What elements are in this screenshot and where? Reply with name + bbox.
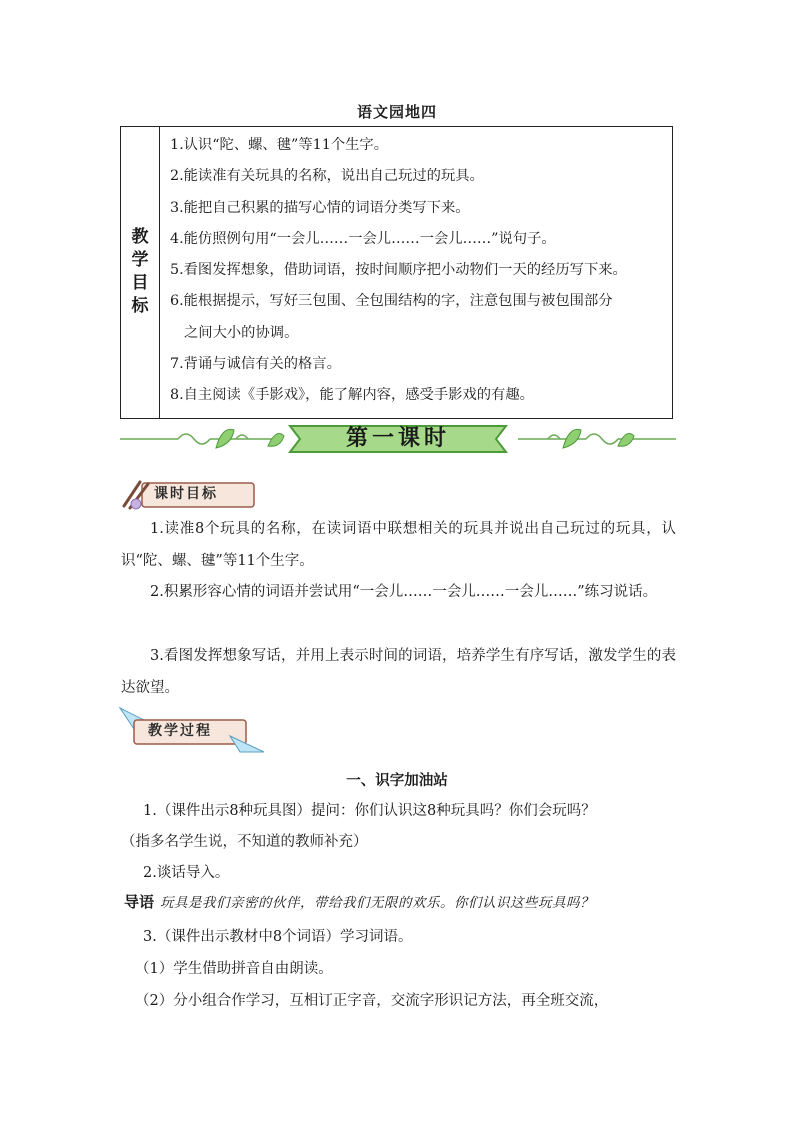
goal-item: 4.能仿照例句用“一会儿……一会儿……一会儿……”说句子。 xyxy=(170,230,556,247)
goal-item: 3.能把自己积累的描写心情的词语分类写下来。 xyxy=(170,199,470,216)
goal-item: 2.能读准有关玩具的名称，说出自己玩过的玩具。 xyxy=(170,168,484,185)
goal-list xyxy=(160,127,672,418)
objective-paragraph: 3.看图发挥想象写话，并用上表示时间的词语，培养学生有序写话，激发学生的表达欲望。 xyxy=(121,648,676,696)
process-line: （1）学生借助拼音自由朗读。 xyxy=(135,961,333,977)
process-line: （2）分小组合作学习，互相订正字音，交流字形识记方法，再全班交流， xyxy=(135,993,609,1009)
section-heading: 一、识字加油站 xyxy=(346,772,448,789)
objective-paragraph: 1.读准8个玩具的名称，在读词语中联想相关的玩具并说出自己玩过的玩具，认识“陀、螺、毽”等11个生字。 xyxy=(121,521,676,569)
goal-item: 8.自主阅读《手影戏》，能了解内容，感受手影戏的有趣。 xyxy=(170,387,534,404)
side-label-char: 标 xyxy=(131,296,149,317)
side-label-char: 学 xyxy=(131,250,149,271)
side-label-char: 教 xyxy=(131,227,149,248)
teaching-goals-table xyxy=(120,126,673,419)
lesson-divider xyxy=(118,420,678,458)
goal-item: 7.背诵与诚信有关的格言。 xyxy=(170,356,341,373)
process-line: 3.（课件出示教材中8个词语）学习词语。 xyxy=(143,929,413,945)
lesson-banner: 第一课时 xyxy=(345,426,450,451)
intro-note xyxy=(124,891,594,912)
objectives-tag xyxy=(118,478,258,508)
intro-label: 导语 xyxy=(124,893,155,911)
objective-paragraph: 2.积累形容心情的词语并尝试用“一会儿……一会儿……一会儿……”练习说话。 xyxy=(150,584,658,600)
intro-text: 玩具是我们亲密的伙伴，带给我们无限的欢乐。你们认识这些玩具吗？ xyxy=(160,895,595,911)
page-title: 语文园地四 xyxy=(356,103,437,121)
process-line: 2.谈话导入。 xyxy=(143,865,230,881)
process-line: 1.（课件出示8种玩具图）提问：你们认识这8种玩具吗？你们会玩吗？ xyxy=(143,803,596,819)
side-label-char: 目 xyxy=(131,273,149,294)
goal-item: 1.认识“陀、螺、毽”等11个生字。 xyxy=(170,137,389,153)
process-tag xyxy=(118,706,268,739)
process-line: （指多名学生说，不知道的教师补充） xyxy=(121,834,368,850)
goals-list-cell xyxy=(160,127,673,419)
process-tag-label: 教学过程 xyxy=(148,723,212,739)
objectives-tag-label: 课时目标 xyxy=(154,486,218,502)
goal-item: 6.能根据提示，写好三包围、全包围结构的字，注意包围与被包围部分 之间大小的协调。 xyxy=(170,293,613,341)
goals-side-label xyxy=(121,127,160,419)
goal-item: 5.看图发挥想象，借助词语，按时间顺序把小动物们一天的经历写下来。 xyxy=(170,262,627,279)
